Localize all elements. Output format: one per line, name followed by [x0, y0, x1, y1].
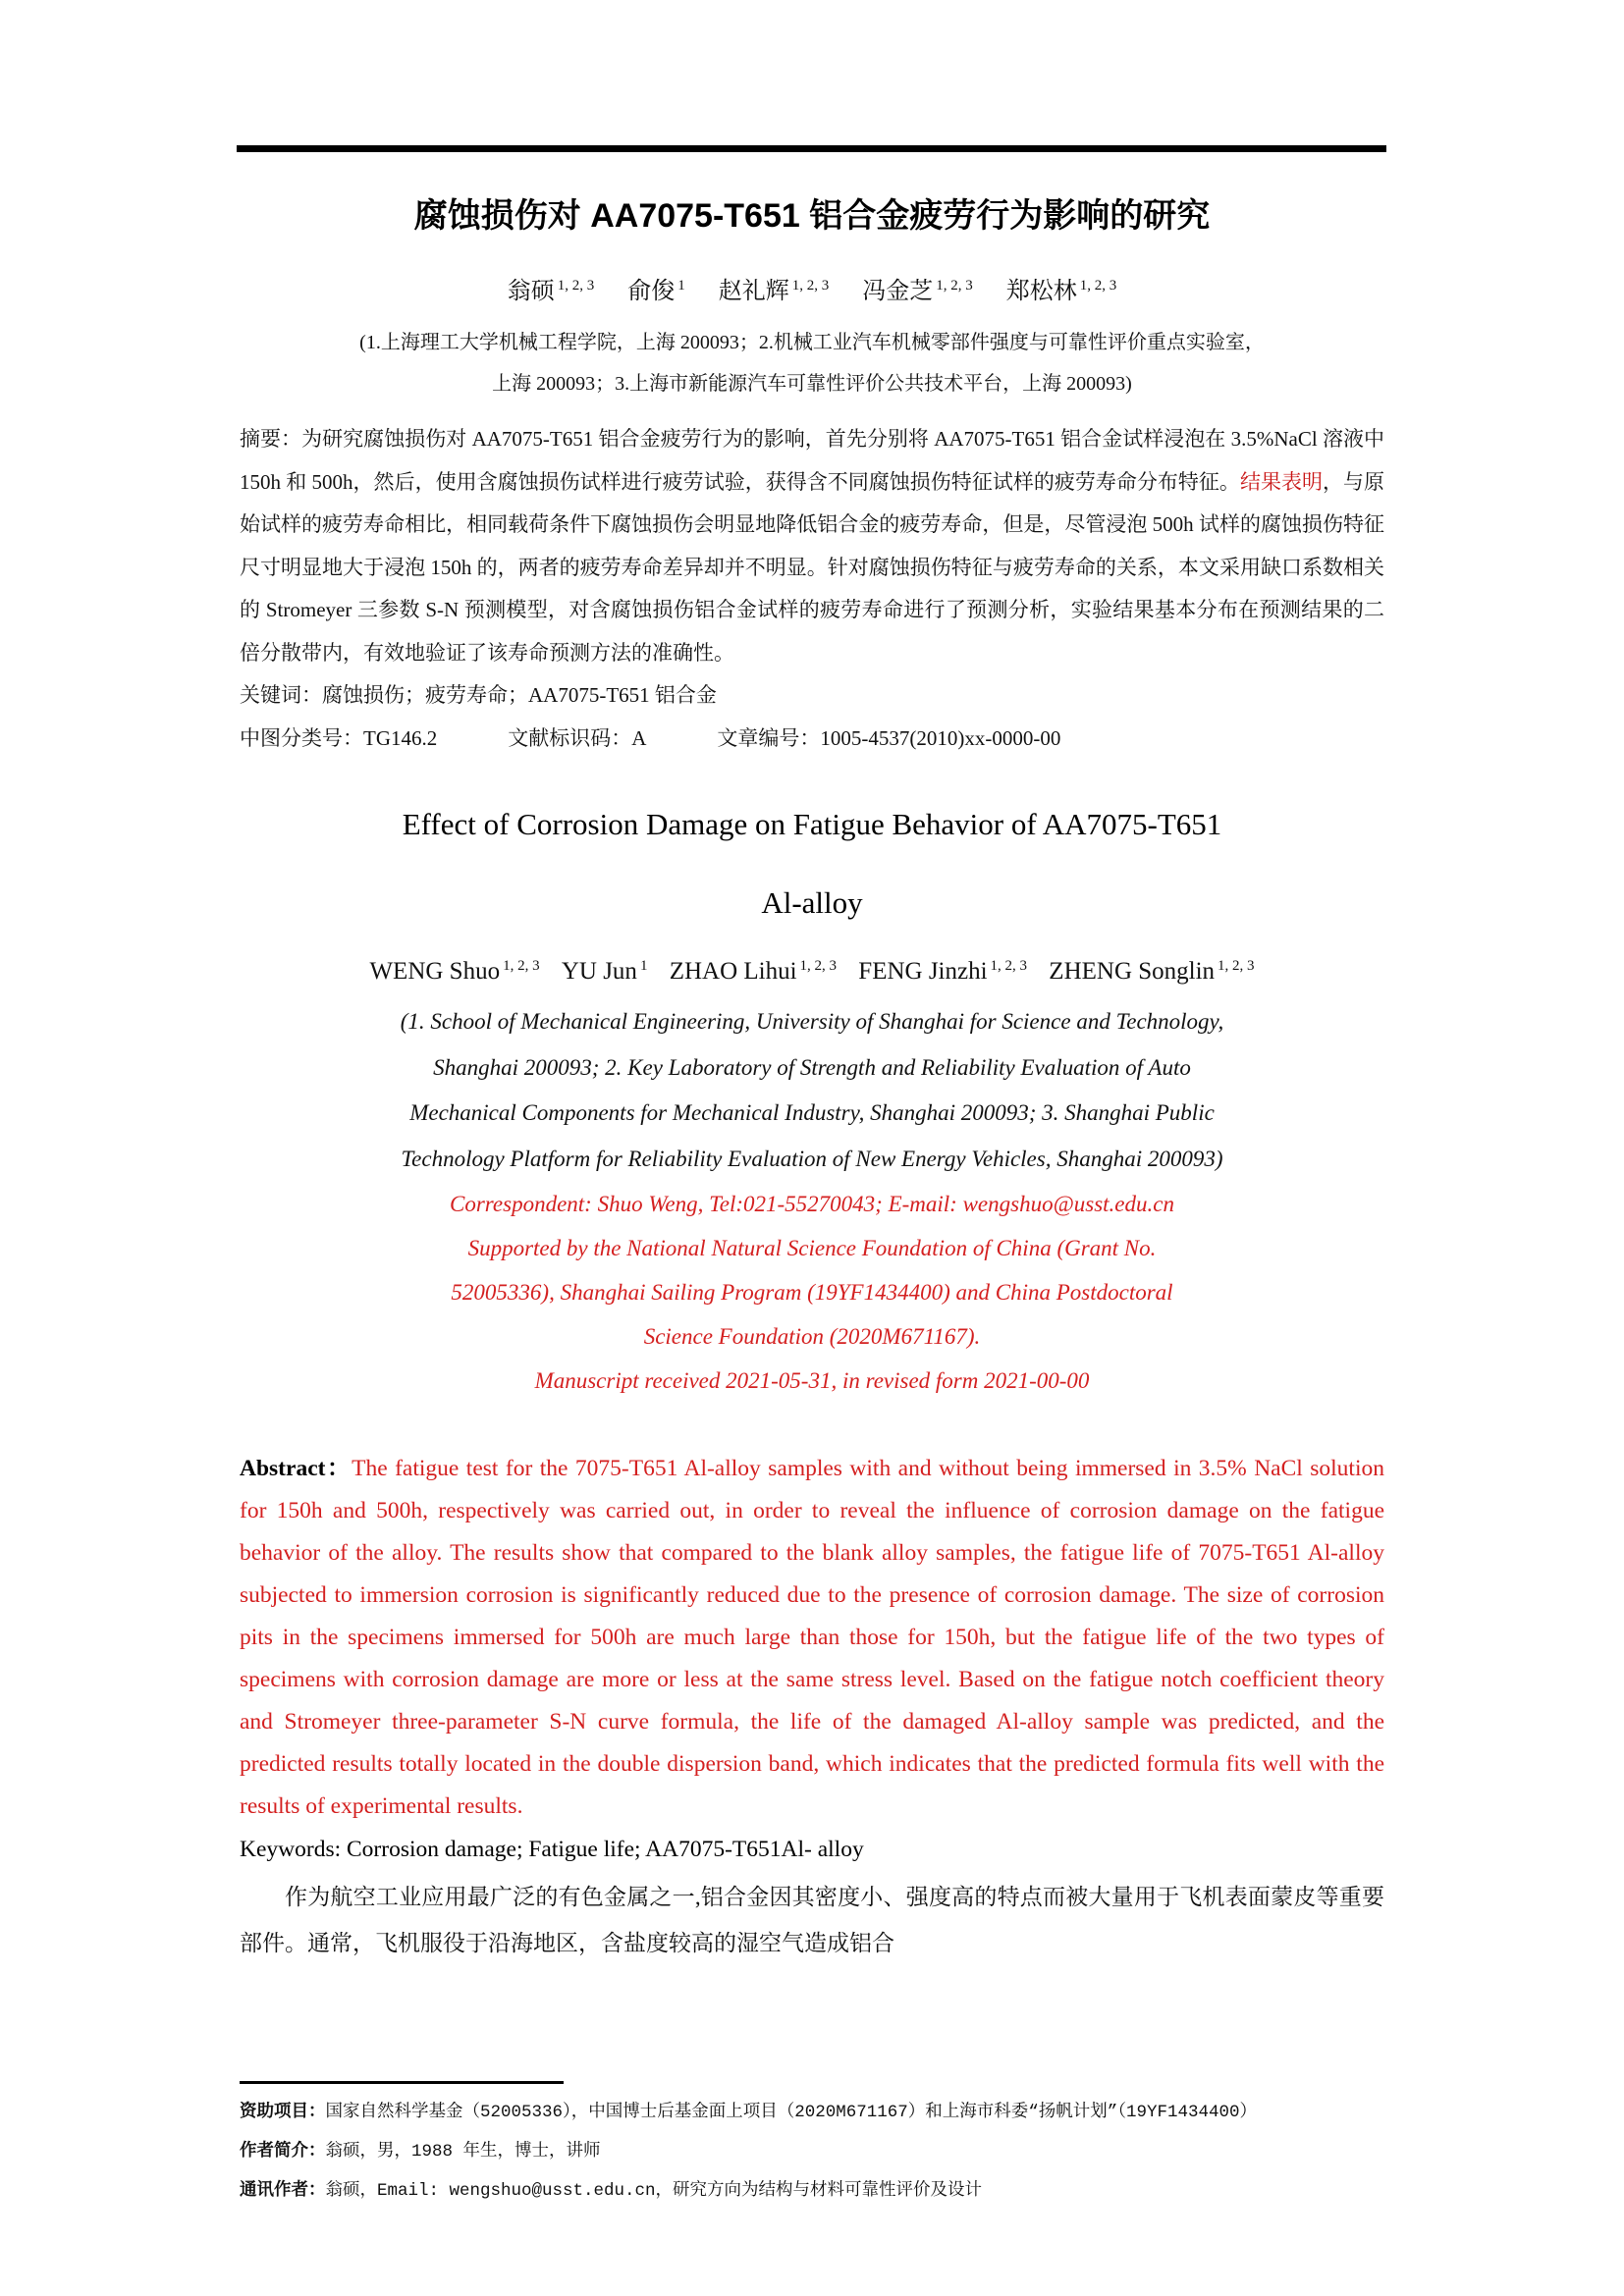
author-en — [670, 958, 837, 985]
footnote-block — [240, 2081, 1477, 2210]
clc-value: TG146.2 — [363, 725, 438, 750]
footnote-label: 资助项目： — [240, 2101, 326, 2120]
author-cn — [508, 279, 595, 304]
funding-line: Supported by the National Natural Science Foundation of China (Grant No. — [467, 1236, 1157, 1261]
author-superscript: 1, 2, 3 — [1218, 958, 1255, 974]
keywords-cn-label: 关键词： — [240, 683, 322, 707]
funding-line: 52005336), Shanghai Sailing Program (19YF1434400) and China Postdoctoral — [451, 1280, 1173, 1306]
abstract-cn-text: ，与原始试样的疲劳寿命相比，相同载荷条件下腐蚀损伤会明显地降低铝合金的疲劳寿命，但是，尽管浸泡 500h 试样的腐蚀损伤特征尺寸明显地大于浸泡 150h 的，两者的疲劳寿命差异却并不明显。针对腐蚀损伤特征与疲劳寿命的关系，本文采用缺口系数相关的 Stromeyer 三参数 S-N 预测模型，对含腐蚀损伤铝合金试样的疲劳寿命进行了预测分析，实验结果基本分布在预测结果的二倍分散带内，有效地验证了该寿命预测方法的准确性。 — [240, 469, 1385, 665]
affiliation-en-line: (1. School of Mechanical Engineering, University of Shanghai for Science and Technology, — [400, 1009, 1224, 1035]
author-name: WENG Shuo — [369, 958, 501, 986]
author-en — [858, 958, 1027, 985]
abstract-en-label: Abstract： — [240, 1456, 352, 1482]
footnote-rule — [240, 2081, 564, 2084]
footnote-text: 翁硕，Email: wengshuo@usst.edu.cn，研究方向为结构与材料可靠性评价及设计 — [325, 2181, 983, 2201]
clc-label: 中图分类号： — [240, 725, 363, 750]
article-id — [717, 726, 1060, 750]
author-superscript: 1, 2, 3 — [1079, 278, 1117, 294]
author-name: 俞俊 — [627, 279, 676, 304]
title-en-line2: Al-alloy — [761, 885, 863, 920]
title-en-line1: Effect of Corrosion Damage on Fatigue Behavior of AA7075-T651 — [402, 807, 1222, 841]
affiliation-en-line: Mechanical Components for Mechanical Industry, Shanghai 200093; 3. Shanghai Public — [409, 1100, 1215, 1126]
author-superscript: 1 — [677, 278, 685, 294]
affiliation-en-line: Shanghai 200093; 2. Key Laboratory of Strength and Reliability Evaluation of Auto — [433, 1054, 1191, 1080]
article-id-label: 文章编号： — [717, 725, 821, 750]
authors-en — [240, 948, 1384, 989]
author-name: 冯金芝 — [862, 279, 934, 304]
footnote-text: 国家自然科学基金（52005336），中国博士后基金面上项目（2020M671167）和上海市科委“扬帆计划”（19YF1434400） — [325, 2103, 1258, 2122]
paper-content — [240, 0, 1384, 1966]
author-name: 翁硕 — [507, 279, 555, 304]
affiliation-en — [240, 999, 1384, 1182]
footnote-funding — [240, 2092, 1477, 2131]
abstract-en — [240, 1448, 1384, 1828]
keywords-cn — [240, 674, 1384, 718]
author-en — [369, 958, 539, 985]
doc-code-value: A — [631, 725, 647, 750]
clc-number — [240, 726, 437, 750]
affiliation-en-line: Technology Platform for Reliability Evaluation of New Energy Vehicles, Shanghai 200093) — [401, 1146, 1223, 1171]
footnote-text: 翁硕，男，1988 年生，博士，讲师 — [325, 2142, 601, 2162]
affiliation-cn-line: (1.上海理工大学机械工程学院，上海 200093；2.机械工业汽车机械零部件强度与可靠性评价重点实验室， — [359, 332, 1265, 353]
affiliation-cn-line: 上海 200093；3.上海市新能源汽车可靠性评价公共技术平台，上海 200093) — [492, 373, 1132, 395]
keywords-en: Keywords: Corrosion damage; Fatigue life; AA7075-T651Al- alloy — [240, 1837, 864, 1863]
author-superscript: 1, 2, 3 — [557, 278, 595, 294]
footnote-label: 通讯作者： — [240, 2179, 326, 2199]
paper-title-cn: 腐蚀损伤对 AA7075-T651 铝合金疲劳行为影响的研究 — [413, 197, 1211, 235]
author-superscript: 1, 2, 3 — [503, 958, 540, 974]
author-superscript: 1, 2, 3 — [990, 958, 1028, 974]
correspondent-line: Correspondent: Shuo Weng, Tel:021-55270043; E-mail: wengshuo@usst.edu.cn — [450, 1192, 1174, 1217]
affiliation-cn — [240, 322, 1384, 404]
author-cn — [1006, 279, 1117, 304]
abstract-en-text: The fatigue test for the 7075-T651 Al-alloy samples with and without being immersed in 3.5% NaCl solution for 150h and 500h, respectively was carried out, in order to reveal the influence of corrosion damage on the fatigue behavior of the alloy. The results show that compared to the blank alloy samples, the fatigue life of 7075-T651 Al-alloy subjected to immersion corrosion is significantly reduced due to the presence of corrosion damage. The size of corrosion pits in the specimens immersed for 500h are much large than those for 150h, but the fatigue life of the two types of specimens with corrosion damage are more or less at the same stress level. Based on the fatigue notch coefficient theory and Stromeyer three-parameter S-N curve formula, the life of the damaged Al-alloy sample was predicted, and the predicted results totally located in the double dispersion band, which indicates that the predicted formula fits well with the results of experimental results. — [240, 1456, 1384, 1820]
author-en — [562, 958, 648, 985]
abstract-cn-text: 为研究腐蚀损伤对 AA7075-T651 铝合金疲劳行为的影响，首先分别将 AA7075-T651 铝合金试样浸泡在 3.5%NaCl 溶液中 150h 和 500h，然后，使用含腐蚀损伤试样进行疲劳试验，获得含不同腐蚀损伤特征试样的疲劳寿命分布特征。 — [240, 427, 1385, 494]
author-cn — [719, 279, 830, 304]
article-id-value: 1005-4537(2010)xx-0000-00 — [820, 725, 1061, 750]
authors-cn — [240, 269, 1384, 308]
funding-line: Science Foundation (2020M671167). — [643, 1324, 981, 1350]
doc-code-label: 文献标识码： — [508, 725, 632, 750]
author-superscript: 1, 2, 3 — [799, 958, 838, 974]
author-name: 郑松林 — [1005, 279, 1077, 304]
author-name: FENG Jinzhi — [858, 958, 988, 986]
correspondence-block — [240, 1182, 1384, 1403]
footnote-label: 作者简介： — [240, 2140, 326, 2160]
intro-paragraph-cn: 作为航空工业应用最广泛的有色金属之一,铝合金因其密度小、强度高的特点而被大量用于飞机表面蒙皮等重要部件。通常，飞机服役于沿海地区，含盐度较高的湿空气造成铝合 — [240, 1885, 1384, 1956]
author-name: ZHAO Lihui — [669, 958, 797, 986]
author-superscript: 1, 2, 3 — [936, 278, 973, 294]
author-en — [1049, 958, 1254, 985]
paper-title-en — [240, 785, 1384, 942]
author-cn — [627, 279, 685, 304]
author-name: YU Jun — [561, 958, 637, 986]
author-superscript: 1 — [639, 958, 648, 974]
footnote-author-bio — [240, 2131, 1477, 2170]
footnote-corresponding-author — [240, 2170, 1477, 2210]
keywords-cn-text: 腐蚀损伤；疲劳寿命；AA7075-T651 铝合金 — [322, 683, 717, 707]
author-cn — [862, 279, 973, 304]
classification-line — [240, 718, 1384, 761]
author-name: ZHENG Songlin — [1049, 958, 1216, 986]
document-code — [508, 726, 646, 750]
abstract-cn — [240, 418, 1384, 674]
author-name: 赵礼辉 — [718, 279, 789, 304]
manuscript-line: Manuscript received 2021-05-31, in revised form 2021-00-00 — [534, 1368, 1090, 1394]
abstract-cn-label: 摘要： — [240, 427, 302, 451]
author-superscript: 1, 2, 3 — [791, 278, 830, 294]
abstract-cn-highlight: 结果表明 — [1239, 469, 1323, 494]
